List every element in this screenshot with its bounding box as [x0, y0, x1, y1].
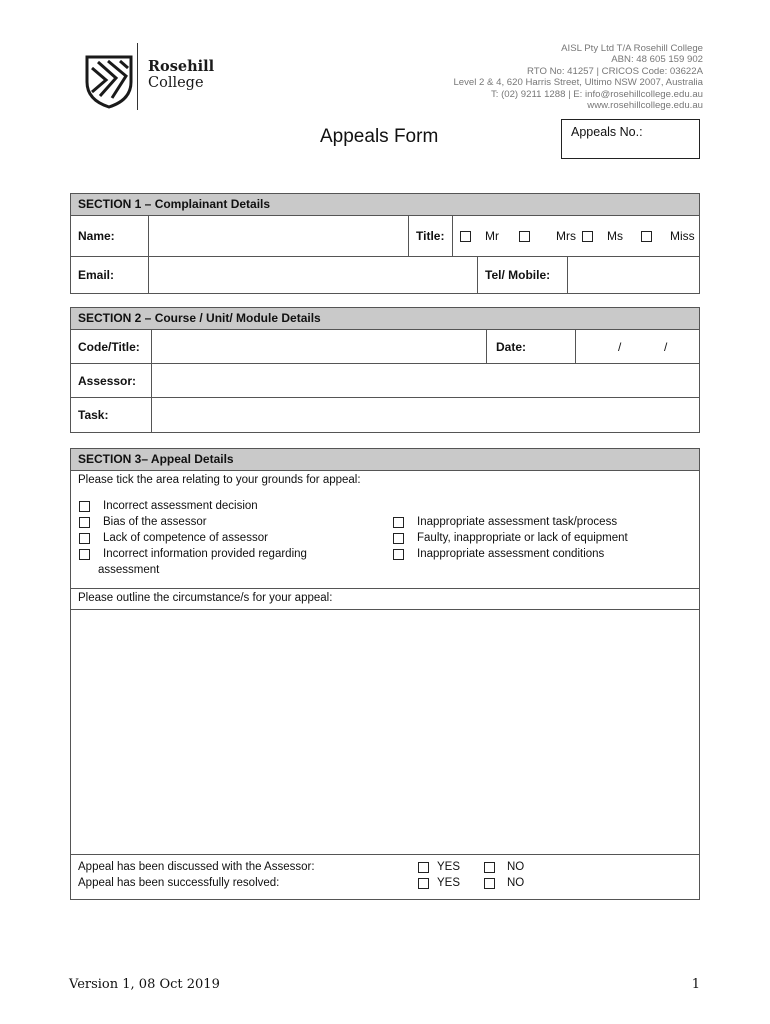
resolved-yes-option[interactable]: YES — [418, 877, 460, 889]
discussed-no-option[interactable]: NO — [484, 861, 524, 873]
checkbox-icon[interactable] — [393, 517, 404, 528]
college-address-block — [453, 43, 703, 111]
checkbox-icon[interactable] — [79, 501, 90, 512]
ground-option-continuation: assessment — [98, 564, 160, 576]
checkbox-icon[interactable] — [393, 533, 404, 544]
checkbox-icon[interactable] — [79, 533, 90, 544]
checkbox-icon[interactable] — [460, 231, 471, 242]
task-row — [71, 398, 699, 432]
resolved-no-option[interactable]: NO — [484, 877, 524, 889]
section1-heading: SECTION 1 – Complainant Details — [71, 194, 699, 216]
address-line: RTO No: 41257 | CRICOS Code: 03622A — [527, 65, 703, 77]
name-row — [71, 216, 699, 257]
title-option-mrs[interactable]: Mrs — [519, 216, 576, 256]
ground-option[interactable]: Inappropriate assessment conditions — [393, 548, 604, 560]
section1-complainant-details — [70, 193, 700, 294]
ground-option[interactable]: Bias of the assessor — [79, 516, 207, 528]
title-option-mr[interactable]: Mr — [460, 216, 499, 256]
discussed-yes-option[interactable]: YES — [418, 861, 460, 873]
section2-heading: SECTION 2 – Course / Unit/ Module Details — [71, 308, 699, 330]
appeals-no-field[interactable] — [561, 119, 700, 159]
title-option-miss[interactable]: Miss — [641, 216, 695, 256]
address-line: T: (02) 9211 1288 | E: info@rosehillcollege.edu.au — [490, 88, 703, 100]
email-label: Email: — [78, 268, 115, 282]
task-label: Task: — [78, 408, 109, 422]
date-label: Date: — [496, 339, 527, 354]
assessor-label: Assessor: — [78, 373, 137, 388]
footer-version: Version 1, 08 Oct 2019 — [69, 977, 220, 992]
checkbox-icon[interactable] — [418, 878, 429, 889]
email-row — [71, 257, 699, 293]
address-line: Level 2 & 4, 620 Harris Street, Ultimo NSW 2007, Australia — [453, 77, 703, 89]
checkbox-icon[interactable] — [79, 517, 90, 528]
date-field[interactable] — [576, 330, 699, 363]
code-title-field[interactable] — [152, 330, 486, 363]
checkbox-icon[interactable] — [418, 862, 429, 873]
date-separator: / — [664, 339, 668, 354]
checkbox-icon[interactable] — [519, 231, 530, 242]
footer-page-number: 1 — [691, 977, 700, 992]
email-field[interactable] — [149, 257, 477, 293]
grounds-instruction: Please tick the area relating to your grounds for appeal: — [78, 474, 361, 486]
ground-option[interactable]: Lack of competence of assessor — [79, 532, 268, 544]
ground-option[interactable]: Faulty, inappropriate or lack of equipment — [393, 532, 628, 544]
assessor-field[interactable] — [152, 364, 699, 397]
checkbox-icon[interactable] — [79, 549, 90, 560]
checkbox-icon[interactable] — [582, 231, 593, 242]
discussed-label: Appeal has been discussed with the Assessor: — [78, 861, 315, 873]
tel-label: Tel/ Mobile: — [485, 268, 551, 282]
code-title-label: Code/Title: — [78, 339, 140, 354]
code-title-row — [71, 330, 699, 364]
checkbox-icon[interactable] — [484, 862, 495, 873]
section2-course-details — [70, 307, 700, 433]
ground-option[interactable]: Incorrect information provided regarding — [79, 548, 307, 560]
college-name-line1: Rosehill — [148, 58, 215, 75]
ground-option[interactable]: Incorrect assessment decision — [79, 500, 258, 512]
section3-appeal-details — [70, 448, 700, 900]
title-option-ms[interactable]: Ms — [582, 216, 623, 256]
assessor-row — [71, 364, 699, 398]
shield-logo-icon — [84, 44, 134, 110]
address-line: www.rosehillcollege.edu.au — [587, 100, 703, 112]
task-field[interactable] — [152, 398, 699, 432]
title-label: Title: — [416, 229, 445, 243]
date-separator: / — [618, 339, 622, 354]
form-title: Appeals Form — [320, 126, 439, 147]
name-label: Name: — [78, 229, 115, 243]
appeals-no-label: Appeals No.: — [571, 125, 643, 139]
logo-divider — [137, 43, 138, 110]
checkbox-icon[interactable] — [641, 231, 652, 242]
address-line: ABN: 48 605 159 902 — [611, 54, 703, 66]
tel-field[interactable] — [568, 257, 699, 293]
checkbox-icon[interactable] — [393, 549, 404, 560]
address-line: AISL Pty Ltd T/A Rosehill College — [561, 43, 703, 54]
circumstances-textarea[interactable] — [71, 610, 699, 854]
checkbox-icon[interactable] — [484, 878, 495, 889]
college-name-line2: College — [148, 75, 204, 91]
outline-label: Please outline the circumstance/s for your appeal: — [78, 592, 333, 604]
section3-heading: SECTION 3– Appeal Details — [71, 449, 699, 471]
ground-option[interactable]: Inappropriate assessment task/process — [393, 516, 617, 528]
resolved-label: Appeal has been successfully resolved: — [78, 877, 280, 889]
